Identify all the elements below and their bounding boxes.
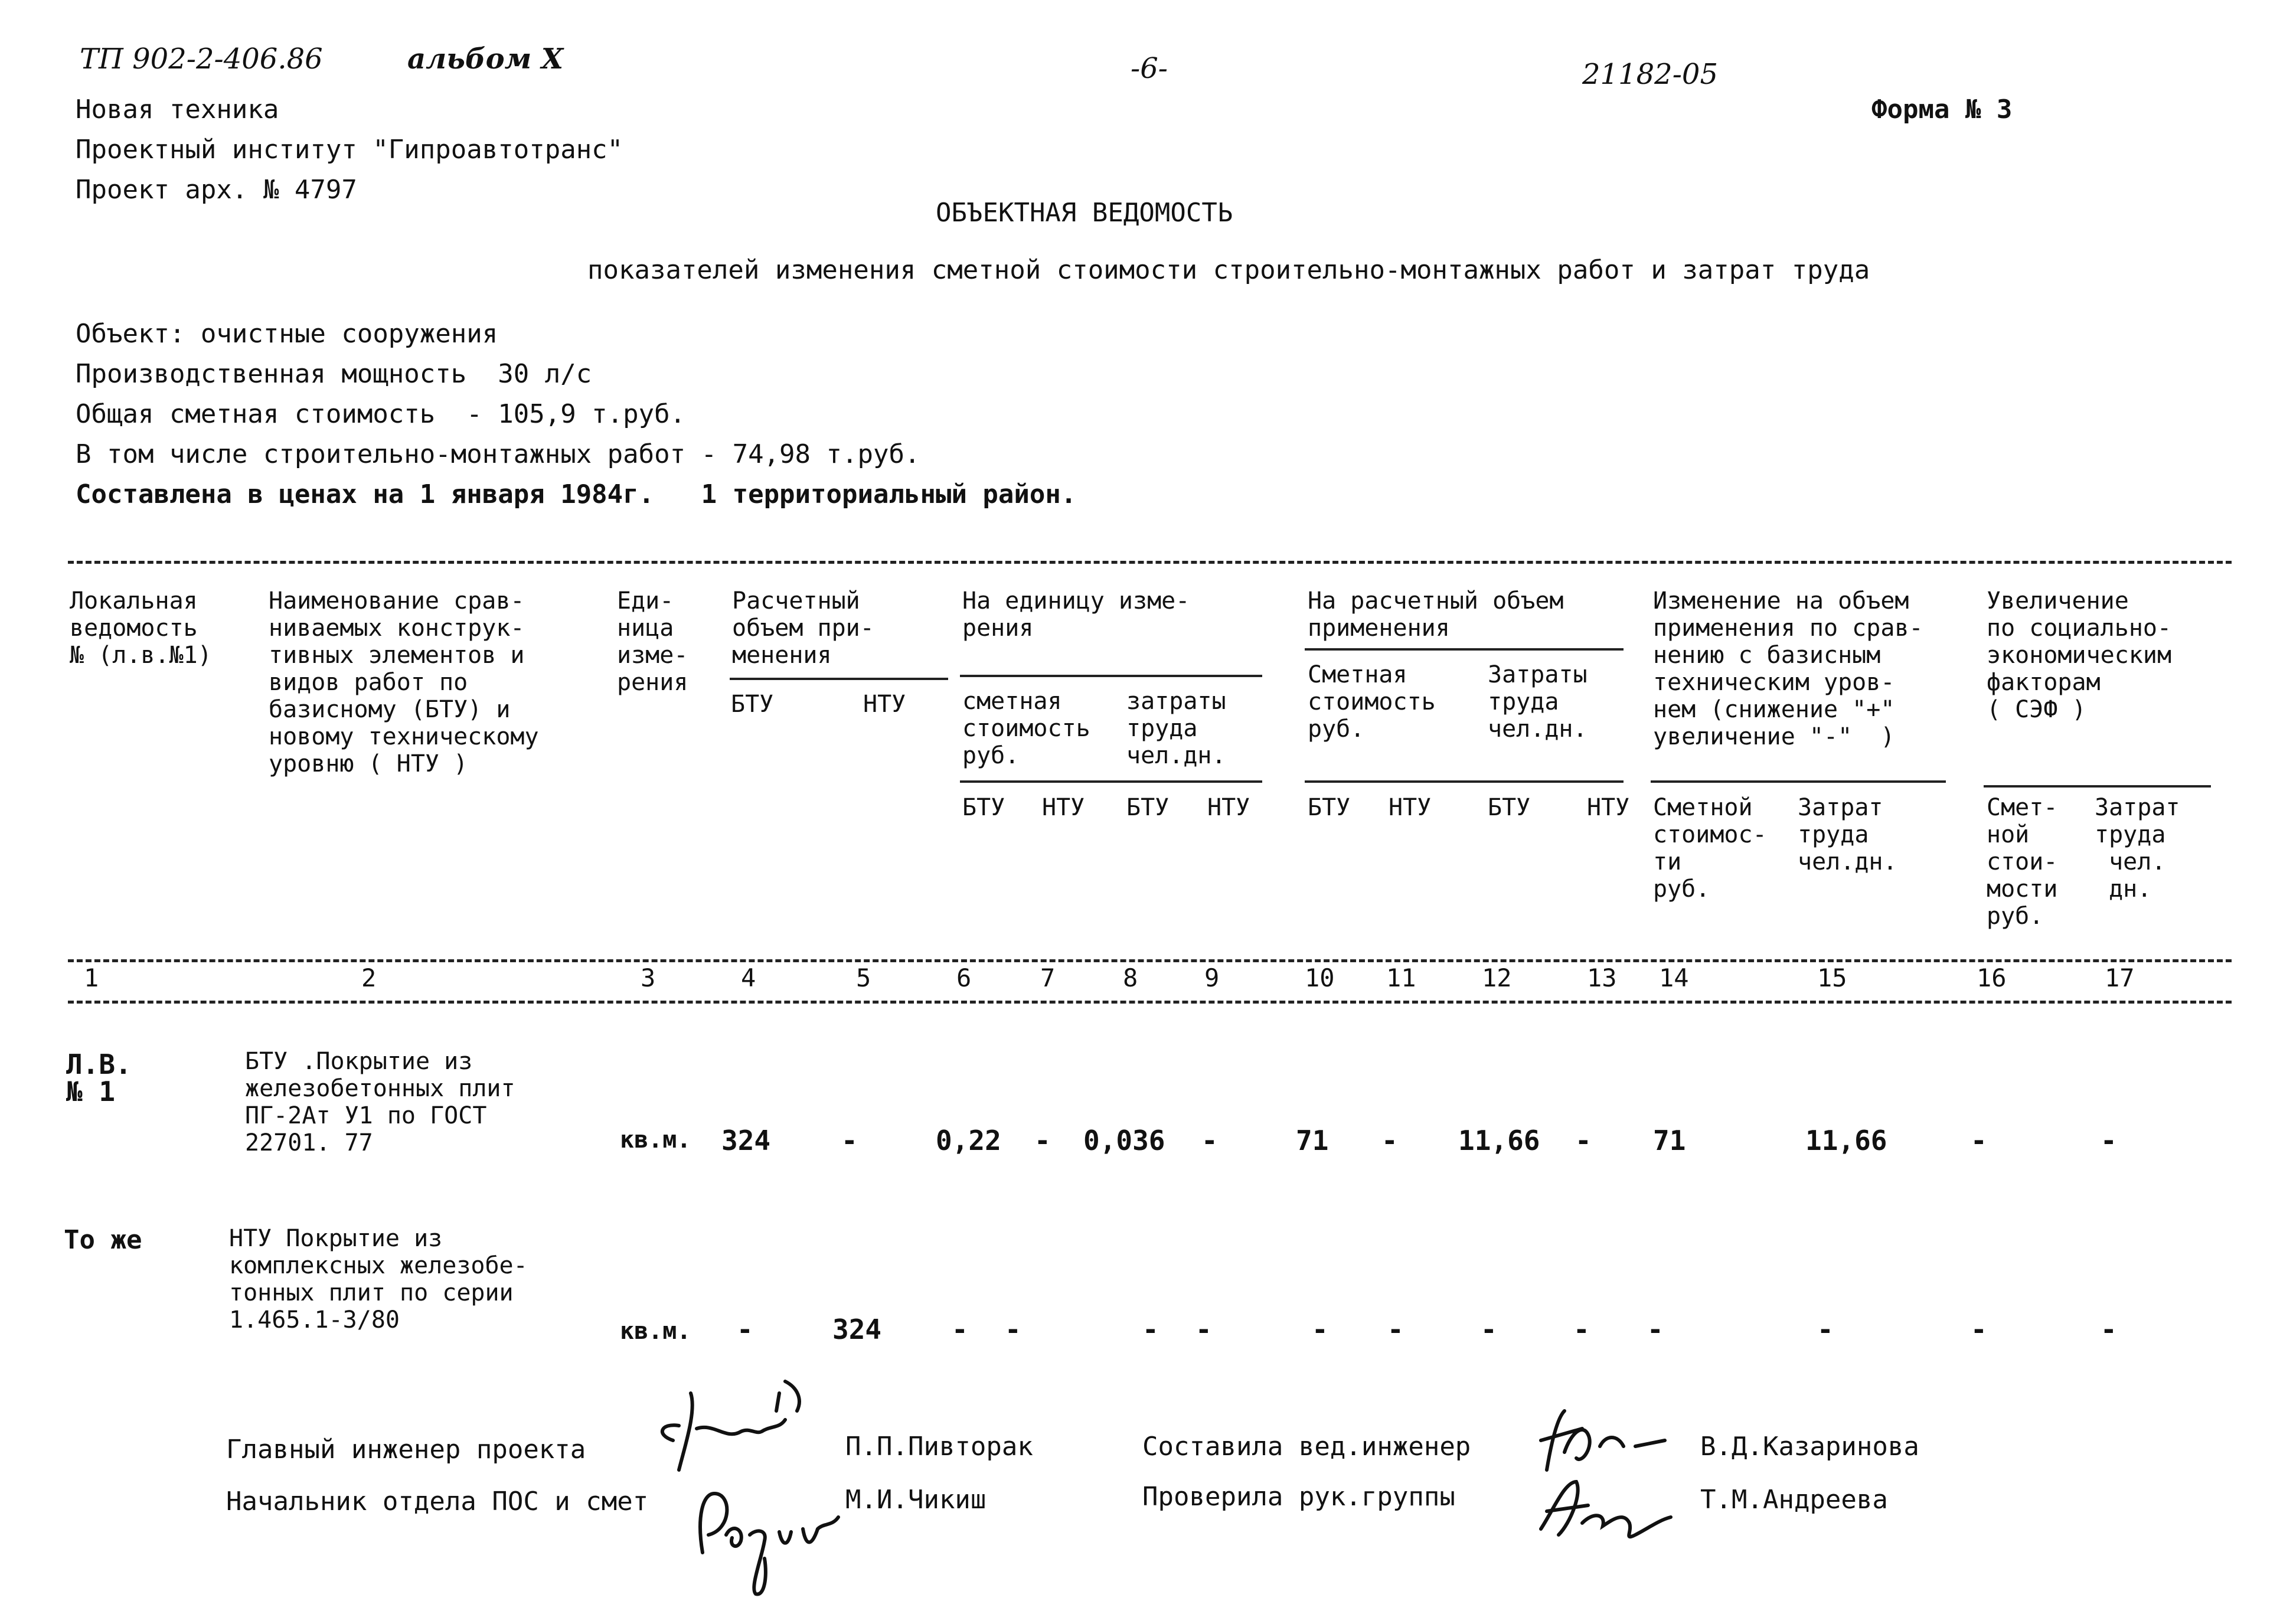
column-number: 10 [1305,963,1335,992]
checked-by-signature [1529,1464,1683,1553]
header-element-name: Наименование срав- ниваемых конструк- тивных элементов и видов работ по базисному (БТУ) и новому техническому уровню ( НТУ ) [269,587,539,777]
header-11-ntu: НТУ [1389,794,1432,821]
table-cell-15: - [1817,1313,1834,1345]
header-total-volume: На расчетный объем применения [1308,587,1564,642]
header-change-labor: Затрат труда чел.дн. [1798,794,1897,875]
department-head-title: Начальник отдела ПОС и смет [226,1486,649,1517]
document-subtitle: показателей изменения сметной стоимости строительно-монтажных работ и затрат труда [587,255,1870,285]
document-number: 21182-05 [1582,58,1718,91]
table-cell-16: - [1971,1125,1987,1156]
table-cell-11: - [1387,1313,1404,1345]
table-row-name: НТУ Покрытие из комплексных железобе- тонных плит по серии 1.465.1-3/80 [229,1225,528,1334]
chief-engineer-name: П.П.Пивторак [845,1432,1033,1462]
column-number: 6 [956,963,972,992]
header-change-cost: Сметной стоимос- ти руб. [1653,794,1767,903]
object-line-3: Общая сметная стоимость - 105,9 т.руб. [76,399,686,429]
table-cell-7: - [1034,1125,1051,1156]
table-top-rule [68,561,2232,564]
header-13-ntu: НТУ [1587,794,1630,821]
column-number: 13 [1587,963,1617,992]
header-9-ntu: НТУ [1207,794,1250,821]
org-line-3: Проект арх. № 4797 [76,175,357,205]
table-cell-17: - [2101,1313,2117,1345]
column-number: 8 [1123,963,1138,992]
table-cell-8: - [1142,1313,1159,1345]
column-numbers-bottom-rule [68,1001,2232,1004]
table-cell-13: - [1575,1125,1592,1156]
header-12-btu: БТУ [1488,794,1531,821]
table-cell-14: - [1647,1313,1664,1345]
table-cell-14: 71 [1653,1125,1686,1156]
rule-per-unit-sub [960,780,1262,783]
header-8-btu: БТУ [1126,794,1170,821]
header-social-factors: Увеличение по социально- экономическим факторам ( СЭФ ) [1987,587,2172,723]
table-cell-5: 324 [832,1313,882,1345]
department-head-name: М.И.Чикиш [845,1485,987,1515]
page-number: -6- [1131,52,1168,85]
column-number: 9 [1204,963,1220,992]
checked-by-name: Т.М.Андреева [1700,1485,1888,1515]
header-10-btu: БТУ [1308,794,1351,821]
table-cell-7: - [1005,1313,1021,1345]
table-cell-17: - [2101,1125,2117,1156]
album-reference: ТП 902-2-406.86 [80,43,323,76]
chief-engineer-signature [638,1375,815,1482]
column-number: 7 [1040,963,1056,992]
column-number: 2 [361,963,377,992]
table-row-unit: кв.м. [620,1126,691,1154]
document-title: ОБЪЕКТНАЯ ВЕДОМОСТЬ [936,198,1233,228]
column-numbers-top-rule [68,959,2232,962]
table-cell-11: - [1381,1125,1398,1156]
table-cell-5: - [841,1125,858,1156]
header-local-statement: Локальная ведомость № (л.в.№1) [70,587,212,669]
table-row-unit: кв.м. [620,1318,691,1345]
table-cell-6: 0,22 [936,1125,1001,1156]
table-cell-12: 11,66 [1458,1125,1540,1156]
table-row-name: БТУ .Покрытие из железобетонных плит ПГ-2Ат У1 по ГОСТ 22701. 77 [245,1048,515,1156]
header-calc-volume-btu: БТУ [731,691,774,718]
table-cell-10: - [1312,1313,1328,1345]
department-head-signature [685,1470,856,1600]
compiled-by-title: Составила вед.инженер [1142,1432,1471,1462]
table-cell-4: 324 [721,1125,771,1156]
org-line-2: Проектный институт "Гипроавтотранс" [76,135,623,165]
header-unit: Еди- ница изме- рения [617,587,688,696]
rule-per-unit [960,675,1262,677]
object-line-1: Объект: очистные сооружения [76,319,498,349]
header-per-unit-labor: затраты труда чел.дн. [1126,688,1226,769]
compiled-by-name: В.Д.Казаринова [1700,1432,1919,1462]
form-number: Форма № 3 [1871,94,2013,125]
table-cell-9: - [1195,1313,1212,1345]
table-cell-9: - [1201,1125,1218,1156]
header-per-unit-cost: сметная стоимость руб. [962,688,1090,769]
rule-change [1651,780,1946,783]
table-cell-6: - [952,1313,968,1345]
header-calc-volume-ntu: НТУ [863,691,906,718]
header-per-unit: На единицу изме- рения [962,587,1190,642]
object-line-2: Производственная мощность 30 л/с [76,359,592,389]
table-cell-12: - [1481,1313,1497,1345]
album-word: альбом Х [407,43,564,76]
header-total-cost: Сметная стоимость руб. [1308,661,1436,743]
header-7-ntu: НТУ [1042,794,1085,821]
column-number: 16 [1977,963,2007,992]
column-number: 14 [1659,963,1689,992]
checked-by-title: Проверила рук.группы [1142,1482,1455,1512]
rule-total-sub [1305,780,1624,783]
table-row-ref: Л.В. № 1 [66,1048,132,1107]
object-line-4: В том числе строительно-монтажных работ - 74,98 т.руб. [76,439,920,469]
header-total-labor: Затраты труда чел.дн. [1488,661,1587,743]
chief-engineer-title: Главный инженер проекта [226,1435,586,1465]
column-number: 11 [1386,963,1416,992]
table-cell-16: - [1971,1313,1987,1345]
table-cell-8: 0,036 [1083,1125,1165,1156]
column-number: 17 [2105,963,2135,992]
header-sef-cost: Смет- ной стои- мости руб. [1987,794,2058,930]
table-cell-4: - [737,1313,753,1345]
header-calc-volume: Расчетный объем при- менения [732,587,874,669]
column-number: 5 [856,963,871,992]
column-number: 3 [641,963,656,992]
header-change: Изменение на объем применения по срав- нению с базисным техническим уров- нем (снижение "+" увеличение "-" ) [1653,587,1923,750]
column-number: 4 [741,963,756,992]
object-line-5: Составлена в ценах на 1 января 1984г. 1 территориальный район. [76,479,1077,509]
column-number: 15 [1817,963,1847,992]
column-number: 1 [84,963,99,992]
column-number: 12 [1482,963,1512,992]
org-line-1: Новая техника [76,94,279,125]
rule-social-factors [1984,785,2211,788]
table-cell-15: 11,66 [1805,1125,1887,1156]
header-6-btu: БТУ [962,794,1005,821]
table-cell-13: - [1573,1313,1590,1345]
rule-calc-volume [730,678,948,680]
table-row-ref: То же [64,1225,142,1255]
header-sef-labor: Затрат труда чел. дн. [2095,794,2180,903]
rule-total-volume [1305,648,1624,651]
table-cell-10: 71 [1296,1125,1329,1156]
